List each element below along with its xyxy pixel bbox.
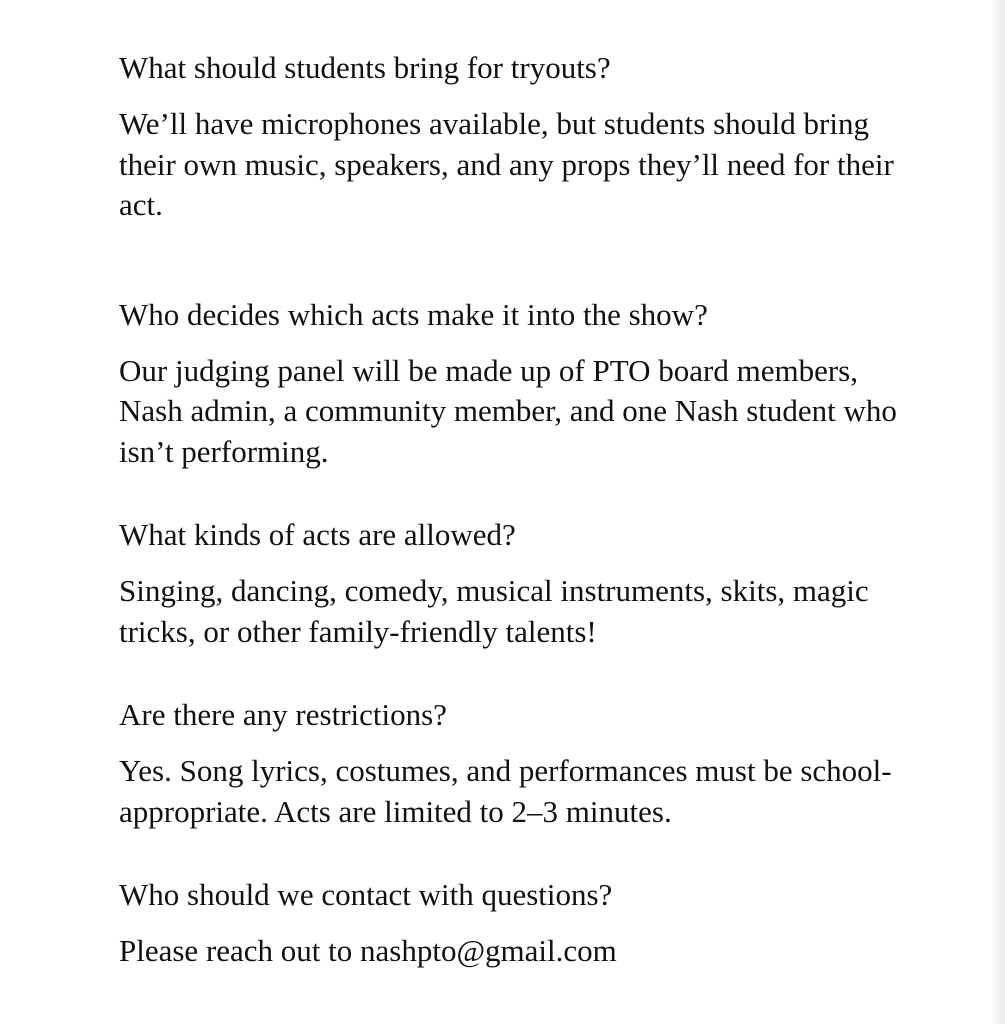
faq-answer bbox=[119, 931, 899, 972]
faq-answer: Singing, dancing, comedy, musical instruments, skits, magic tricks, or other family-friendly talents! bbox=[119, 573, 869, 649]
faq-answer: Our judging panel will be made up of PTO board members, Nash admin, a community member, and one Nash student who isn’t performing. bbox=[119, 352, 897, 469]
faq-answer: We’ll have microphones available, but students should bring their own music, speakers, and any props they’ll need for their act. bbox=[119, 106, 894, 222]
faq-question: What kinds of acts are allowed? bbox=[119, 517, 516, 552]
faq-list bbox=[119, 48, 899, 972]
contact-prefix: Please reach out to bbox=[119, 933, 361, 968]
faq-item-restrictions bbox=[119, 695, 899, 832]
faq-item-tryouts bbox=[119, 48, 899, 226]
faq-question: Are there any restrictions? bbox=[119, 697, 447, 732]
faq-question: Who should we contact with questions? bbox=[119, 877, 613, 912]
contact-email-link[interactable]: nashpto@gmail.com bbox=[360, 933, 617, 968]
faq-question: Who decides which acts make it into the show? bbox=[119, 296, 708, 332]
faq-item-acts bbox=[119, 515, 899, 652]
faq-item-judging bbox=[119, 295, 899, 473]
scrollbar-track[interactable] bbox=[991, 0, 1005, 1024]
faq-answer: Yes. Song lyrics, costumes, and performances must be school-appropriate. Acts are limited to 2–3 minutes. bbox=[119, 753, 892, 829]
faq-question: What should students bring for tryouts? bbox=[119, 50, 611, 85]
faq-item-contact bbox=[119, 875, 899, 972]
